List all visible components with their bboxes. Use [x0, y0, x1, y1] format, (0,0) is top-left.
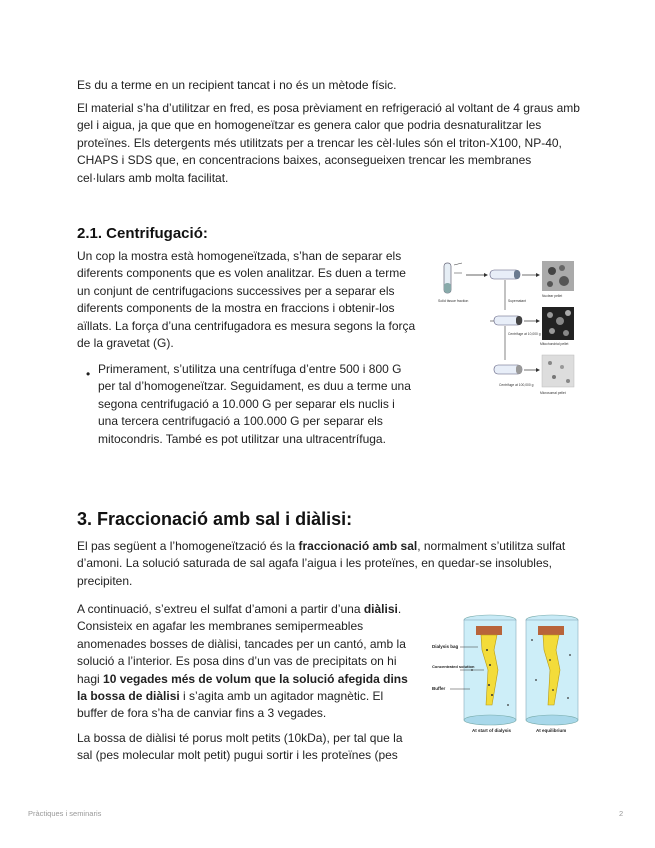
buffer-label: Buffer	[432, 686, 446, 691]
start-label: At start of dialysis	[472, 728, 512, 733]
supernatant-label: Supernatant	[508, 299, 526, 303]
centrifugation-figure	[436, 255, 578, 397]
dialisi-paragraph-2: La bossa de diàlisi té porus molt petits (10kDa), per tal que la sal (pes molecular molt petit) pugui sortir i les proteïnes (pes	[77, 731, 403, 763]
pellet-label-1: Nuclear pellet	[542, 294, 563, 298]
pellet-label-2: Mitochondrial pellet	[540, 342, 569, 346]
tube-label: Solid tissue fraction	[438, 299, 469, 303]
solution-label: Concentrated solution	[432, 664, 475, 669]
step2-label: Centrifuge at 10,000 g	[508, 332, 541, 336]
centrifugacio-bullet-text: Primerament, s’utilitza una centrífuga d’entre 500 i 800 G per tal d’homogeneïtzar. Seguidament, es duu a terme una segona centrifugació a 10.000 G per separar els nuclis i una tercera centrifugació a 100.000 G per separar els mitocondris. També es pot utilitzar una ultracentrífuga.	[98, 362, 411, 446]
dialysis-figure	[432, 610, 582, 735]
dialisi-paragraph: A continuació, s’extreu el sulfat d’amoni a partir d’una diàlisi. Consisteix en agafar les membranes semipermeables anomenades bosses de diàlisi, tancades per un cantó, amb la solució a l’interior. Es posa dins d’un vas de precipitats on hi hagi 10 vegades més de volum que la solució afegida dins la bossa de diàlisi i s’agita amb un agitador magnètic. El buffer de fora s’ha de canviar fins a 3 vegades.	[77, 602, 408, 721]
centrifuge-tube-1	[490, 270, 520, 279]
fraccionacio-paragraph-1: El pas següent a l’homogeneïtzació és la fraccionació amb sal, normalment s’utilitza sulfat d’amoni. La solució saturada de sal agafa l’aigua i les proteïnes, en quedar-se insolubles, precipiten.	[77, 539, 566, 588]
section-heading-fraccionacio: 3. Fraccionació amb sal i diàlisi:	[77, 509, 353, 529]
footer-title: Pràctiques i seminaris	[28, 809, 102, 818]
intro-paragraph: El material s’ha d’utilitzar en fred, es posa prèviament en refrigeració al voltant de 4 graus amb gel i aigua, ja que que en homogeneïtzar es genera calor que podria desnaturalitzar les proteïnes. Els detergents més utilitzats per a trencar les cèl·lules són el triton-X100, NP-40, CHAPS i SDS que, en concentracions baixes, aconsegueixen trencar les membranes cel·lulars amb molta facilitat.	[77, 101, 580, 185]
step3-label: Centrifuge at 100,000 g	[499, 383, 534, 387]
intro-line: Es du a terme en un recipient tancat i no és un mètode físic.	[77, 78, 397, 92]
centrifuge-tube-3	[494, 365, 522, 374]
micrograph-nuclei	[542, 261, 574, 291]
section-heading-centrifugacio: 2.1. Centrifugació:	[77, 225, 208, 242]
page-number: 2	[619, 809, 624, 818]
bullet-marker: •	[86, 367, 91, 381]
beaker-equilibrium	[526, 615, 578, 725]
pellet-label-3: Microsomal pellet	[540, 391, 566, 395]
centrifugacio-paragraph: Un cop la mostra està homogeneïtzada, s’han de separar els diferents components que es volen analitzar. Es duen a terme un conjunt de centrifugacions successives per a separar els diferents components de la mostra en fraccions i obtenir-los aïllats. La força d’una centrifugadora es mesura segons la força de la gravetat (G).	[77, 249, 416, 351]
centrifuge-tube-2	[494, 316, 522, 325]
dialysis-bag-label: Dialysis bag	[432, 644, 459, 649]
equilibrium-label: At equilibrium	[536, 728, 567, 733]
